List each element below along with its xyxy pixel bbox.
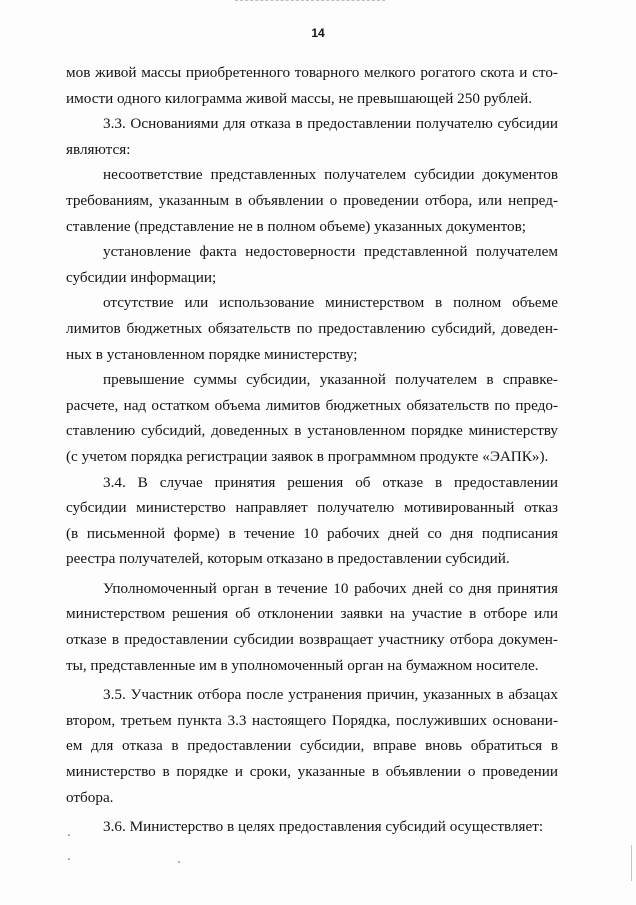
page-number: 14 <box>311 26 325 40</box>
text-line: ем для отказа в предоставлении субсидии, вправе вновь обратиться в <box>66 737 558 755</box>
text-line: (с учетом порядка регистрации заявок в программном продукте «ЭАПК»). <box>66 447 549 465</box>
text-line: отказе в предоставлении субсидии возвращает участнику отбора докумен- <box>66 631 558 649</box>
text-line: мов живой массы приобретенного товарного мелкого рогатого скота и сто- <box>66 64 558 81</box>
scan-artifact <box>68 834 70 836</box>
text-line: министерством решения об отклонении заявки на участие в отборе или <box>66 605 558 623</box>
text-line: втором, третьем пункта 3.3 настоящего Порядка, послуживших основани- <box>66 711 558 729</box>
paragraph-start: 3.3. Основаниями для отказа в предоставлении получателю субсидии <box>103 115 558 133</box>
paragraph-start: отсутствие или использование министерством в полном объеме <box>103 294 558 312</box>
scan-artifact <box>235 0 385 3</box>
text-line: субсидии информации; <box>66 268 217 286</box>
text-line: отбора. <box>66 788 114 806</box>
text-line: ты, представленные им в уполномоченный орган на бумажном носителе. <box>66 656 539 674</box>
paragraph-start: превышение суммы субсидии, указанной получателем в справке- <box>103 371 558 389</box>
text-line: ставлению субсидий, доведенных в установленном порядке министерству <box>66 422 558 440</box>
scan-artifact <box>68 858 70 860</box>
text-line: реестра получателей, которым отказано в предоставлении субсидий. <box>66 550 510 568</box>
text-line: ных в установленном порядке министерству; <box>66 345 358 363</box>
text-line: являются: <box>66 140 131 158</box>
text-line: имости одного килограмма живой массы, не превышающей 250 рублей. <box>66 89 533 107</box>
paragraph-start: 3.5. Участник отбора после устранения причин, указанных в абзацах <box>103 686 558 704</box>
paragraph-start: 3.4. В случае принятия решения об отказе в предоставлении <box>103 473 558 491</box>
text-line: министерство в порядке и сроки, указанные в объявлении о проведении <box>66 763 558 781</box>
paragraph-start: Уполномоченный орган в течение 10 рабочих дней со дня принятия <box>103 579 558 597</box>
paragraph-start: 3.6. Министерство в целях предоставления субсидий осуществляет: <box>103 818 544 836</box>
paragraph-start: установление факта недостоверности представленной получателем <box>103 243 558 261</box>
text-line: (в письменной форме) в течение 10 рабочих дней со дня подписания <box>66 524 558 542</box>
text-line: требованиям, указанным в объявлении о проведении отбора, или непред- <box>66 191 558 209</box>
text-line: лимитов бюджетных обязательств по предоставлению субсидий, доведен- <box>66 319 558 337</box>
text-line: ставление (представление не в полном объеме) указанных документов; <box>66 217 526 235</box>
paragraph-start: несоответствие представленных получателем субсидии документов <box>103 166 558 184</box>
scan-artifact <box>178 861 180 863</box>
text-line: субсидии министерство направляет получателю мотивированный отказ <box>66 499 558 517</box>
document-body <box>66 60 558 840</box>
scan-artifact <box>631 845 632 881</box>
text-line: расчете, над остатком объема лимитов бюджетных обязательств по предо- <box>66 396 558 414</box>
